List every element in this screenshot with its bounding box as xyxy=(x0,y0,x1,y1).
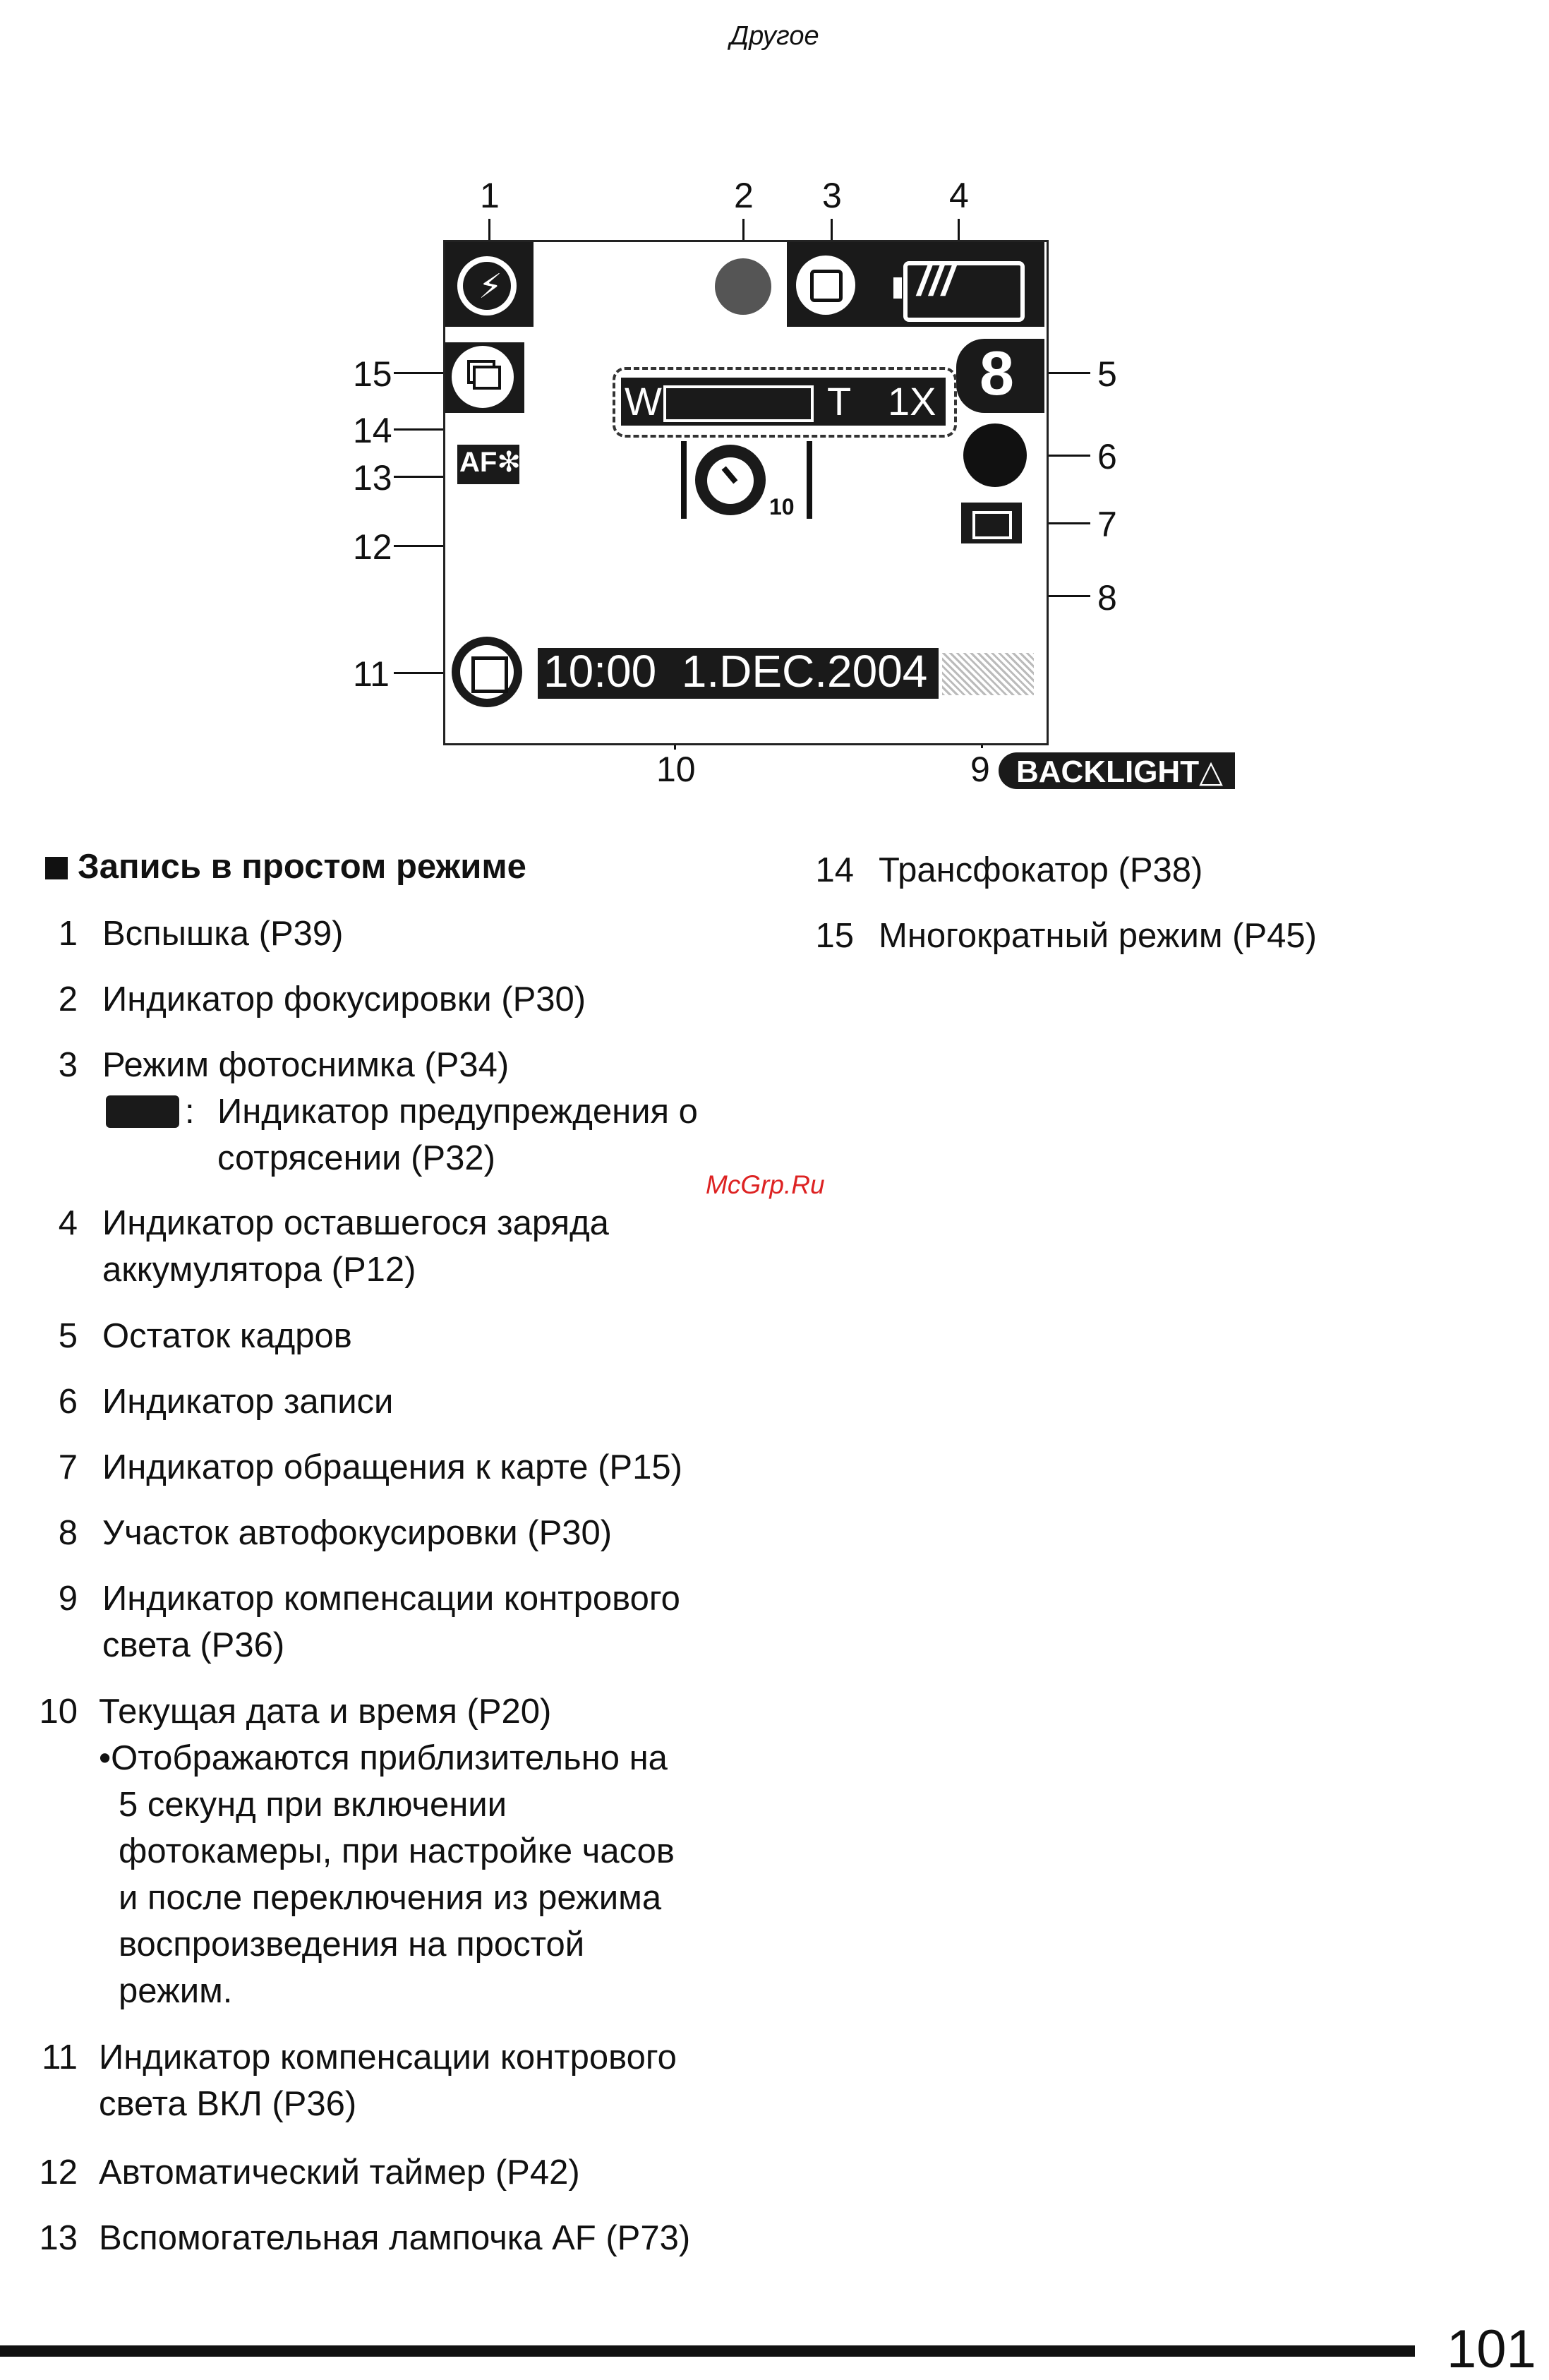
backlight-compensation-icon xyxy=(942,653,1034,695)
zoom-tele: T xyxy=(827,379,852,423)
footer-rule xyxy=(0,2345,1415,2357)
current-datetime: 10:00 1.DEC.2004 xyxy=(543,646,928,697)
callout-10: 10 xyxy=(656,750,696,789)
shake-warning-icon xyxy=(106,1095,179,1128)
bullet-square-icon xyxy=(45,857,68,879)
callout-2: 2 xyxy=(734,176,754,215)
zoom-ratio: 1X xyxy=(888,379,936,423)
callout-11: 11 xyxy=(353,654,390,694)
callout-9: 9 xyxy=(970,750,990,789)
callout-6: 6 xyxy=(1097,437,1117,476)
callout-3: 3 xyxy=(822,176,842,215)
page-header: Другое xyxy=(730,21,819,51)
backlight-label: BACKLIGHT△ xyxy=(1016,755,1223,789)
focus-indicator-icon xyxy=(715,258,771,315)
callout-5: 5 xyxy=(1097,354,1117,394)
callout-14: 14 xyxy=(353,411,392,450)
callout-7: 7 xyxy=(1097,505,1117,544)
recording-indicator-icon xyxy=(963,423,1027,487)
af-assist-icon: AF✻ xyxy=(459,447,521,478)
callout-8: 8 xyxy=(1097,578,1117,618)
callout-15: 15 xyxy=(353,354,392,394)
section-title: Запись в простом режиме xyxy=(45,847,526,887)
zoom-wide: W xyxy=(625,379,662,423)
frames-remaining: 8 xyxy=(980,338,1014,408)
callout-13: 13 xyxy=(353,458,392,498)
page-number: 101 xyxy=(1447,2319,1536,2379)
items-left-column xyxy=(0,0,1,1)
callout-1: 1 xyxy=(480,176,500,215)
callout-4: 4 xyxy=(949,176,969,215)
callout-12: 12 xyxy=(353,527,392,567)
watermark: McGrp.Ru xyxy=(706,1170,825,1199)
self-timer-value: 10 xyxy=(769,494,795,519)
